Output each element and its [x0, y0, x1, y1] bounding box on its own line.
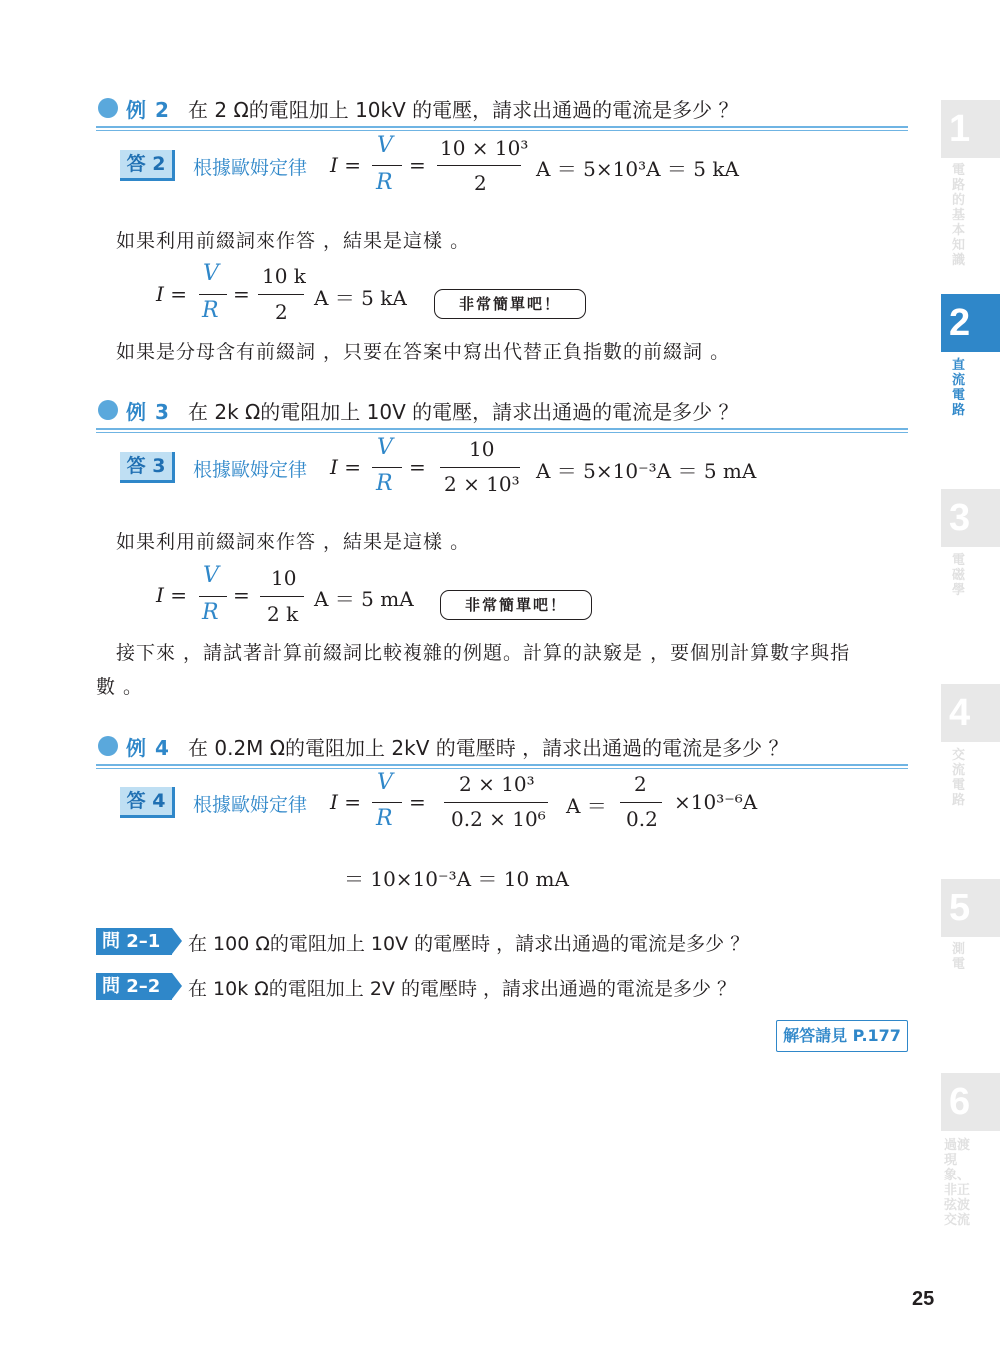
- divider: [96, 768, 908, 769]
- page-number: 25: [912, 1288, 935, 1310]
- chapter-tab-label: 過渡現象、非正弦波交流: [944, 1138, 971, 1228]
- fraction-bar: [258, 294, 304, 295]
- equals-sign: A ＝: [566, 794, 607, 818]
- chapter-tab-label: 直流電路: [952, 358, 966, 418]
- numerator: 10: [469, 437, 495, 461]
- chapter-tab-label: 測電: [952, 942, 966, 972]
- fraction-bar: [372, 467, 402, 468]
- example-label: 例 4: [126, 736, 170, 760]
- numerator: 10: [271, 566, 297, 590]
- chapter-tab-label: 電路的基本知識: [952, 163, 966, 268]
- divider: [96, 432, 908, 433]
- answer-badge: 答 3: [120, 452, 175, 483]
- voltage-symbol: V: [203, 563, 219, 588]
- chapter-tab-label: 電磁學: [952, 553, 966, 598]
- prefix-intro: 如果利用前綴詞來作答 ，結果是這樣 。: [116, 531, 471, 553]
- chapter-tab-label: 交流電路: [952, 748, 966, 808]
- numerator: 2: [634, 772, 647, 796]
- example-question: 在 2k Ω的電阻加上 10V 的電壓，請求出通過的電流是多少 ？: [188, 400, 739, 424]
- example-label: 例 2: [126, 98, 170, 122]
- prefix-intro: 如果利用前綴詞來作答 ，結果是這樣 。: [116, 230, 471, 252]
- denominator: 2 × 10³: [444, 472, 520, 496]
- resistance-symbol: R: [376, 806, 393, 831]
- question-text: 在 10k Ω的電阻加上 2V 的電壓時 ，請求出通過的電流是多少 ？: [188, 978, 737, 1000]
- bullet-dot-icon: [98, 98, 118, 118]
- answer-badge: 答 2: [120, 150, 175, 181]
- fraction-bar: [437, 165, 521, 166]
- answer-badge: 答 4: [120, 787, 175, 818]
- numerator: 10 k: [262, 264, 306, 288]
- voltage-symbol: V: [377, 133, 393, 158]
- voltage-symbol: V: [203, 261, 219, 286]
- current-symbol: I =: [330, 790, 362, 814]
- example-question: 在 0.2M Ω的電阻加上 2kV 的電壓時 ，請求出通過的電流是多少 ？: [188, 736, 789, 760]
- example-3-heading: [96, 394, 908, 430]
- paragraph: 如果是分母含有前綴詞 ，只要在答案中寫出代替正負指數的前綴詞 。: [116, 341, 731, 363]
- denominator: 0.2: [626, 807, 658, 831]
- denominator: 2 k: [267, 602, 299, 626]
- equals-sign: =: [409, 153, 426, 177]
- example-label: 例 3: [126, 400, 170, 424]
- paragraph: 數 。: [96, 676, 144, 698]
- equals-sign: =: [233, 282, 250, 306]
- current-symbol: I =: [330, 153, 362, 177]
- question-badge: 問 2–1: [96, 928, 172, 955]
- example-question: 在 2 Ω的電阻加上 10kV 的電壓，請求出通過的電流是多少 ？: [188, 98, 739, 122]
- bullet-dot-icon: [98, 400, 118, 420]
- example-4-heading: [96, 730, 908, 766]
- denominator: 2: [275, 300, 288, 324]
- result-line: ＝ 10×10⁻³A ＝ 10 mA: [344, 867, 569, 891]
- answer-reference[interactable]: 解答請見 P.177: [776, 1020, 908, 1052]
- divider: [96, 130, 908, 131]
- chapter-tab-3[interactable]: 3: [941, 489, 1000, 547]
- chapter-tab-2[interactable]: 2: [941, 294, 1000, 352]
- fraction-bar: [444, 802, 548, 803]
- fraction-bar: [199, 596, 227, 597]
- equals-sign: =: [233, 583, 250, 607]
- ohms-law-label: 根據歐姆定律: [193, 157, 308, 179]
- resistance-symbol: R: [376, 170, 393, 195]
- result: ×10³⁻⁶A: [674, 790, 758, 814]
- fraction-bar: [260, 596, 304, 597]
- equals-sign: =: [409, 455, 426, 479]
- voltage-symbol: V: [377, 435, 393, 460]
- current-symbol: I =: [330, 455, 362, 479]
- fraction-bar: [199, 294, 227, 295]
- resistance-symbol: R: [202, 298, 219, 323]
- current-symbol: I =: [156, 282, 188, 306]
- example-2-heading: [96, 92, 908, 128]
- fraction-bar: [620, 802, 662, 803]
- current-symbol: I =: [156, 583, 188, 607]
- speech-bubble: 非常簡單吧！: [434, 289, 586, 319]
- speech-bubble: 非常簡單吧！: [440, 590, 592, 620]
- bullet-dot-icon: [98, 736, 118, 756]
- ohms-law-label: 根據歐姆定律: [193, 459, 308, 481]
- resistance-symbol: R: [376, 471, 393, 496]
- fraction-bar: [372, 165, 402, 166]
- voltage-symbol: V: [377, 770, 393, 795]
- chapter-tab-4[interactable]: 4: [941, 684, 1000, 742]
- result: A ＝ 5×10⁻³A ＝ 5 mA: [536, 459, 757, 483]
- result: A ＝ 5 mA: [314, 587, 414, 611]
- fraction-bar: [372, 802, 402, 803]
- denominator: 2: [474, 171, 487, 195]
- chapter-tab-1[interactable]: 1: [941, 100, 1000, 158]
- chapter-tab-5[interactable]: 5: [941, 879, 1000, 937]
- resistance-symbol: R: [202, 600, 219, 625]
- ohms-law-label: 根據歐姆定律: [193, 794, 308, 816]
- question-badge: 問 2–2: [96, 973, 172, 1000]
- numerator: 10 × 10³: [440, 136, 529, 160]
- paragraph: 接下來 ，請試著計算前綴詞比較複雜的例題。計算的訣竅是 ，要個別計算數字與指: [116, 642, 851, 664]
- result: A ＝ 5 kA: [314, 286, 407, 310]
- fraction-bar: [440, 467, 520, 468]
- denominator: 0.2 × 10⁶: [451, 807, 546, 831]
- result: A ＝ 5×10³A ＝ 5 kA: [536, 157, 739, 181]
- question-text: 在 100 Ω的電阻加上 10V 的電壓時 ，請求出通過的電流是多少 ？: [188, 933, 750, 955]
- chapter-tab-6[interactable]: 6: [941, 1073, 1000, 1131]
- equals-sign: =: [409, 790, 426, 814]
- numerator: 2 × 10³: [459, 772, 535, 796]
